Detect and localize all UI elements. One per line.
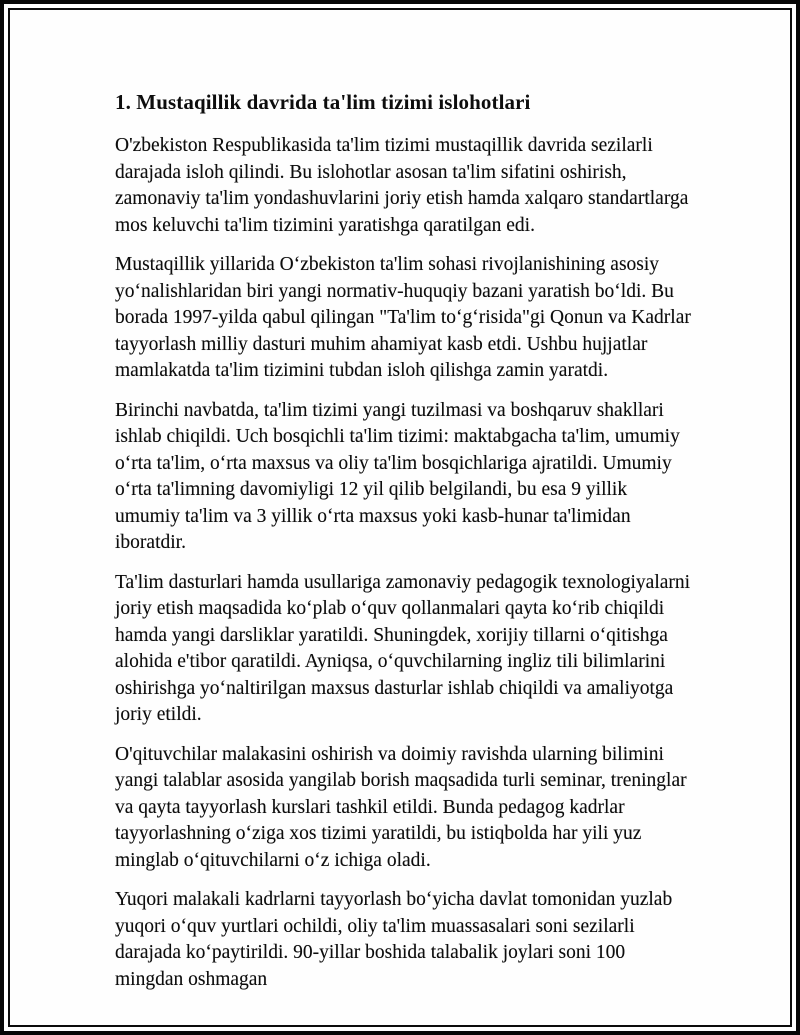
page-title: 1. Mustaqillik davrida ta'lim tizimi islohotlari <box>115 90 531 114</box>
page-border-frame <box>8 8 792 1027</box>
paragraph-6: Yuqori malakali kadrlarni tayyorlash boʻyicha davlat tomonidan yuzlab yuqori oʻquv yurtlari ochildi, oliy ta'lim muassasalari soni sezilarli darajada koʻpaytirildi. 90-yillar boshida talabalik joylari soni 100 mingdan oshmagan <box>115 889 673 990</box>
paragraph-4: Ta'lim dasturlari hamda usullariga zamonaviy pedagogik texnologiyalarni joriy etish maqsadida koʻplab oʻquv qollanmalari qayta koʻrib chiqildi hamda yangi darsliklar yaratildi. Shuningdek, xorijiy tillarni oʻqitishga alohida e'tibor qaratildi. Ayniqsa, oʻquvchilarning ingliz tili bilimlarini oshirishga yoʻnaltirilgan maxsus dasturlar ishlab chiqildi va amaliyotga joriy etildi. <box>115 571 691 725</box>
paragraph-3: Birinchi navbatda, ta'lim tizimi yangi tuzilmasi va boshqaruv shakllari ishlab chiqildi. Uch bosqichli ta'lim tizimi: maktabgacha ta'lim, umumiy oʻrta ta'lim, oʻrta maxsus va oliy ta'lim bosqichlariga ajratildi. Umumiy oʻrta ta'limning davomiyligi 12 yil qilib belgilandi, bu esa 9 yillik umumiy ta'lim va 3 yillik oʻrta maxsus yoki kasb-hunar ta'limidan iboratdir. <box>115 399 680 553</box>
page-content <box>10 10 790 993</box>
paragraph-2: Mustaqillik yillarida Oʻzbekiston ta'lim sohasi rivojlanishining asosiy yoʻnalishlaridan biri yangi normativ-huquqiy bazani yaratish boʻldi. Bu borada 1997-yilda qabul qilingan "Ta'lim toʻgʻrisida"gi Qonun va Kadrlar tayyorlash milliy dasturi muhim ahamiyat kasb etdi. Ushbu hujjatlar mamlakatda ta'lim tizimini tubdan isloh qilishga zamin yaratdi. <box>115 254 691 381</box>
paragraph-5: O'qituvchilar malakasini oshirish va doimiy ravishda ularning bilimini yangi talablar asosida yangilab borish maqsadida turli seminar, treninglar va qayta tayyorlash kurslari tashkil etildi. Bunda pedagog kadrlar tayyorlashning oʻziga xos tizimi yaratildi, bu istiqbolda har yili yuz minglab oʻqituvchilarni oʻz ichiga oladi. <box>115 743 687 871</box>
paragraph-1: O'zbekiston Respublikasida ta'lim tizimi mustaqillik davrida sezilarli darajada isloh qilindi. Bu islohotlar asosan ta'lim sifatini oshirish, zamonaviy ta'lim yondashuvlarini joriy etish hamda xalqaro standartlarga mos keluvchi ta'lim tizimini yaratishga qaratilgan edi. <box>115 135 689 236</box>
